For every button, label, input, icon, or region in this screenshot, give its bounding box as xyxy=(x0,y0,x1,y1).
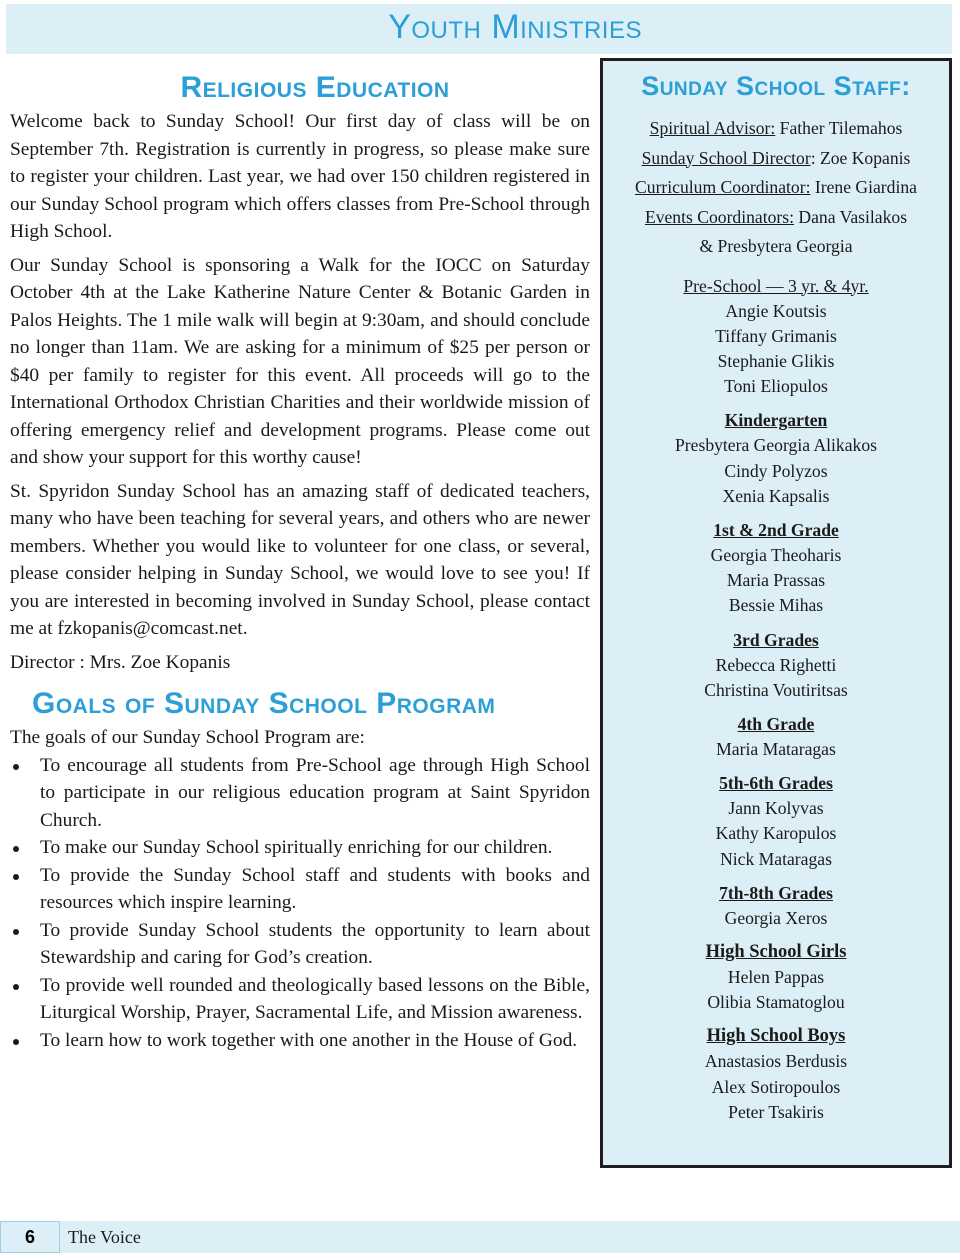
publication-name: The Voice xyxy=(68,1227,141,1247)
group-title: 1st & 2nd Grade xyxy=(713,519,839,540)
main-column xyxy=(10,68,590,1054)
member: Georgia Theoharis xyxy=(710,544,842,565)
goal-item: To provide the Sunday School staff and students with books and resources which inspire learning. xyxy=(10,862,590,917)
religious-education-heading: Religious Education xyxy=(180,71,450,104)
group-3rd-grades xyxy=(603,628,949,703)
group-1st-2nd-grade xyxy=(603,518,949,619)
member: Stephanie Glikis xyxy=(717,350,835,371)
member: Xenia Kapsalis xyxy=(722,485,830,506)
goal-item: To provide well rounded and theologically based lessons on the Bible, Liturgical Worship, Prayer, Sacramental Life, and Mission awareness. xyxy=(10,972,590,1027)
member: Olibia Stamatoglou xyxy=(707,992,845,1013)
group-title: 3rd Grades xyxy=(733,629,819,650)
goal-item: To encourage all students from Pre-School age through High School to participate in our religious education program at Saint Spyridon Church. xyxy=(10,752,590,835)
group-4th-grade xyxy=(603,712,949,762)
member: Tiffany Grimanis xyxy=(715,325,837,346)
group-title: Kindergarten xyxy=(724,410,828,431)
role-events-coordinators: Events Coordinators: Dana Vasilakos xyxy=(644,206,908,227)
group-title: 7th-8th Grades xyxy=(719,882,833,903)
member: Kathy Karopulos xyxy=(715,823,837,844)
page-number: 6 xyxy=(0,1221,60,1253)
role-director: Sunday School Director: Zoe Kopanis xyxy=(641,147,911,168)
member: Anastasios Berdusis xyxy=(704,1051,848,1072)
footer-bar xyxy=(60,1221,960,1253)
role-curriculum-coordinator: Curriculum Coordinator: Irene Giardina xyxy=(635,177,917,197)
group-kindergarten xyxy=(603,408,949,509)
role-spiritual-advisor: Spiritual Advisor: Father Tilemahos xyxy=(649,118,903,138)
group-title: High School Boys xyxy=(706,1026,846,1047)
member: Toni Eliopulos xyxy=(724,376,828,397)
member: Helen Pappas xyxy=(727,966,825,987)
group-title: 5th-6th Grades xyxy=(719,773,833,794)
welcome-paragraph: Welcome back to Sunday School! Our first day of class will be on September 7th. Registration is currently in progress, so please make sure to register your children. Last year, we had over 150 children registered in our Sunday School program which offers classes from Pre-School through High School. xyxy=(10,111,590,242)
group-high-school-boys xyxy=(603,1024,949,1125)
goal-item: To make our Sunday School spiritually enriching for our children. xyxy=(10,834,590,862)
staff-invite-paragraph: St. Spyridon Sunday School has an amazing staff of dedicated teachers, many who have been teaching for several years, and others who are newer members. Whether you would like to volunteer for one class, or several, please consider helping in Sunday School, we would love to see you! If you are interested in becoming involved in Sunday School, please contact me at fzkopanis@comcast.net. xyxy=(10,480,590,639)
staff-heading: Sunday School Staff: xyxy=(641,71,911,101)
member: Presbytera Georgia Alikakos xyxy=(675,435,877,456)
goals-list xyxy=(10,752,590,1055)
group-7th-8th-grades xyxy=(603,881,949,931)
group-title: 4th Grade xyxy=(737,713,815,734)
staff-sidebar xyxy=(600,58,952,1168)
member: Georgia Xeros xyxy=(724,907,828,928)
member: Jann Kolyvas xyxy=(728,798,824,819)
member: Christina Voutiritsas xyxy=(704,679,848,700)
director-signature: Director : Mrs. Zoe Kopanis xyxy=(10,651,231,673)
iocc-walk-paragraph: Our Sunday School is sponsoring a Walk for the IOCC on Saturday October 4th at the Lake Katherine Nature Center & Botanic Garden in Palos Heights. The 1 mile walk will begin at 9:30am, and should conclude no longer than 11am. We are asking for a minimum of $25 per person or $40 per family to register for this event. All proceeds will go to the International Orthodox Christian Charities and their worldwide mission of offering emergency relief and development programs. Please come out and show your support for this worthy cause! xyxy=(10,254,590,468)
member: Cindy Polyzos xyxy=(724,460,828,481)
member: Peter Tsakiris xyxy=(728,1101,824,1122)
member: Bessie Mihas xyxy=(728,595,824,616)
goal-item: To provide Sunday School students the opportunity to learn about Stewardship and caring for God’s creation. xyxy=(10,917,590,972)
staff-content xyxy=(603,114,949,1125)
member: Alex Sotiropoulos xyxy=(711,1076,841,1097)
goals-heading: Goals of Sunday School Program xyxy=(32,687,496,720)
member: Maria Mataragas xyxy=(716,738,836,759)
group-title: Pre-School — 3 yr. & 4yr. xyxy=(683,275,869,296)
group-high-school-girls xyxy=(603,940,949,1015)
page-title: Youth Ministries xyxy=(388,8,642,46)
group-title: High School Girls xyxy=(705,941,847,962)
group-5th-6th-grades xyxy=(603,771,949,872)
member: Maria Prassas xyxy=(726,570,826,591)
member: Nick Mataragas xyxy=(720,848,832,869)
member: Rebecca Righetti xyxy=(715,654,837,675)
goals-intro: The goals of our Sunday School Program are: xyxy=(10,727,365,748)
group-preschool xyxy=(603,274,949,400)
member: Angie Koutsis xyxy=(725,300,827,321)
goal-item: To learn how to work together with one another in the House of God. xyxy=(10,1027,590,1055)
role-events-continuation: & Presbytera Georgia xyxy=(699,236,853,256)
